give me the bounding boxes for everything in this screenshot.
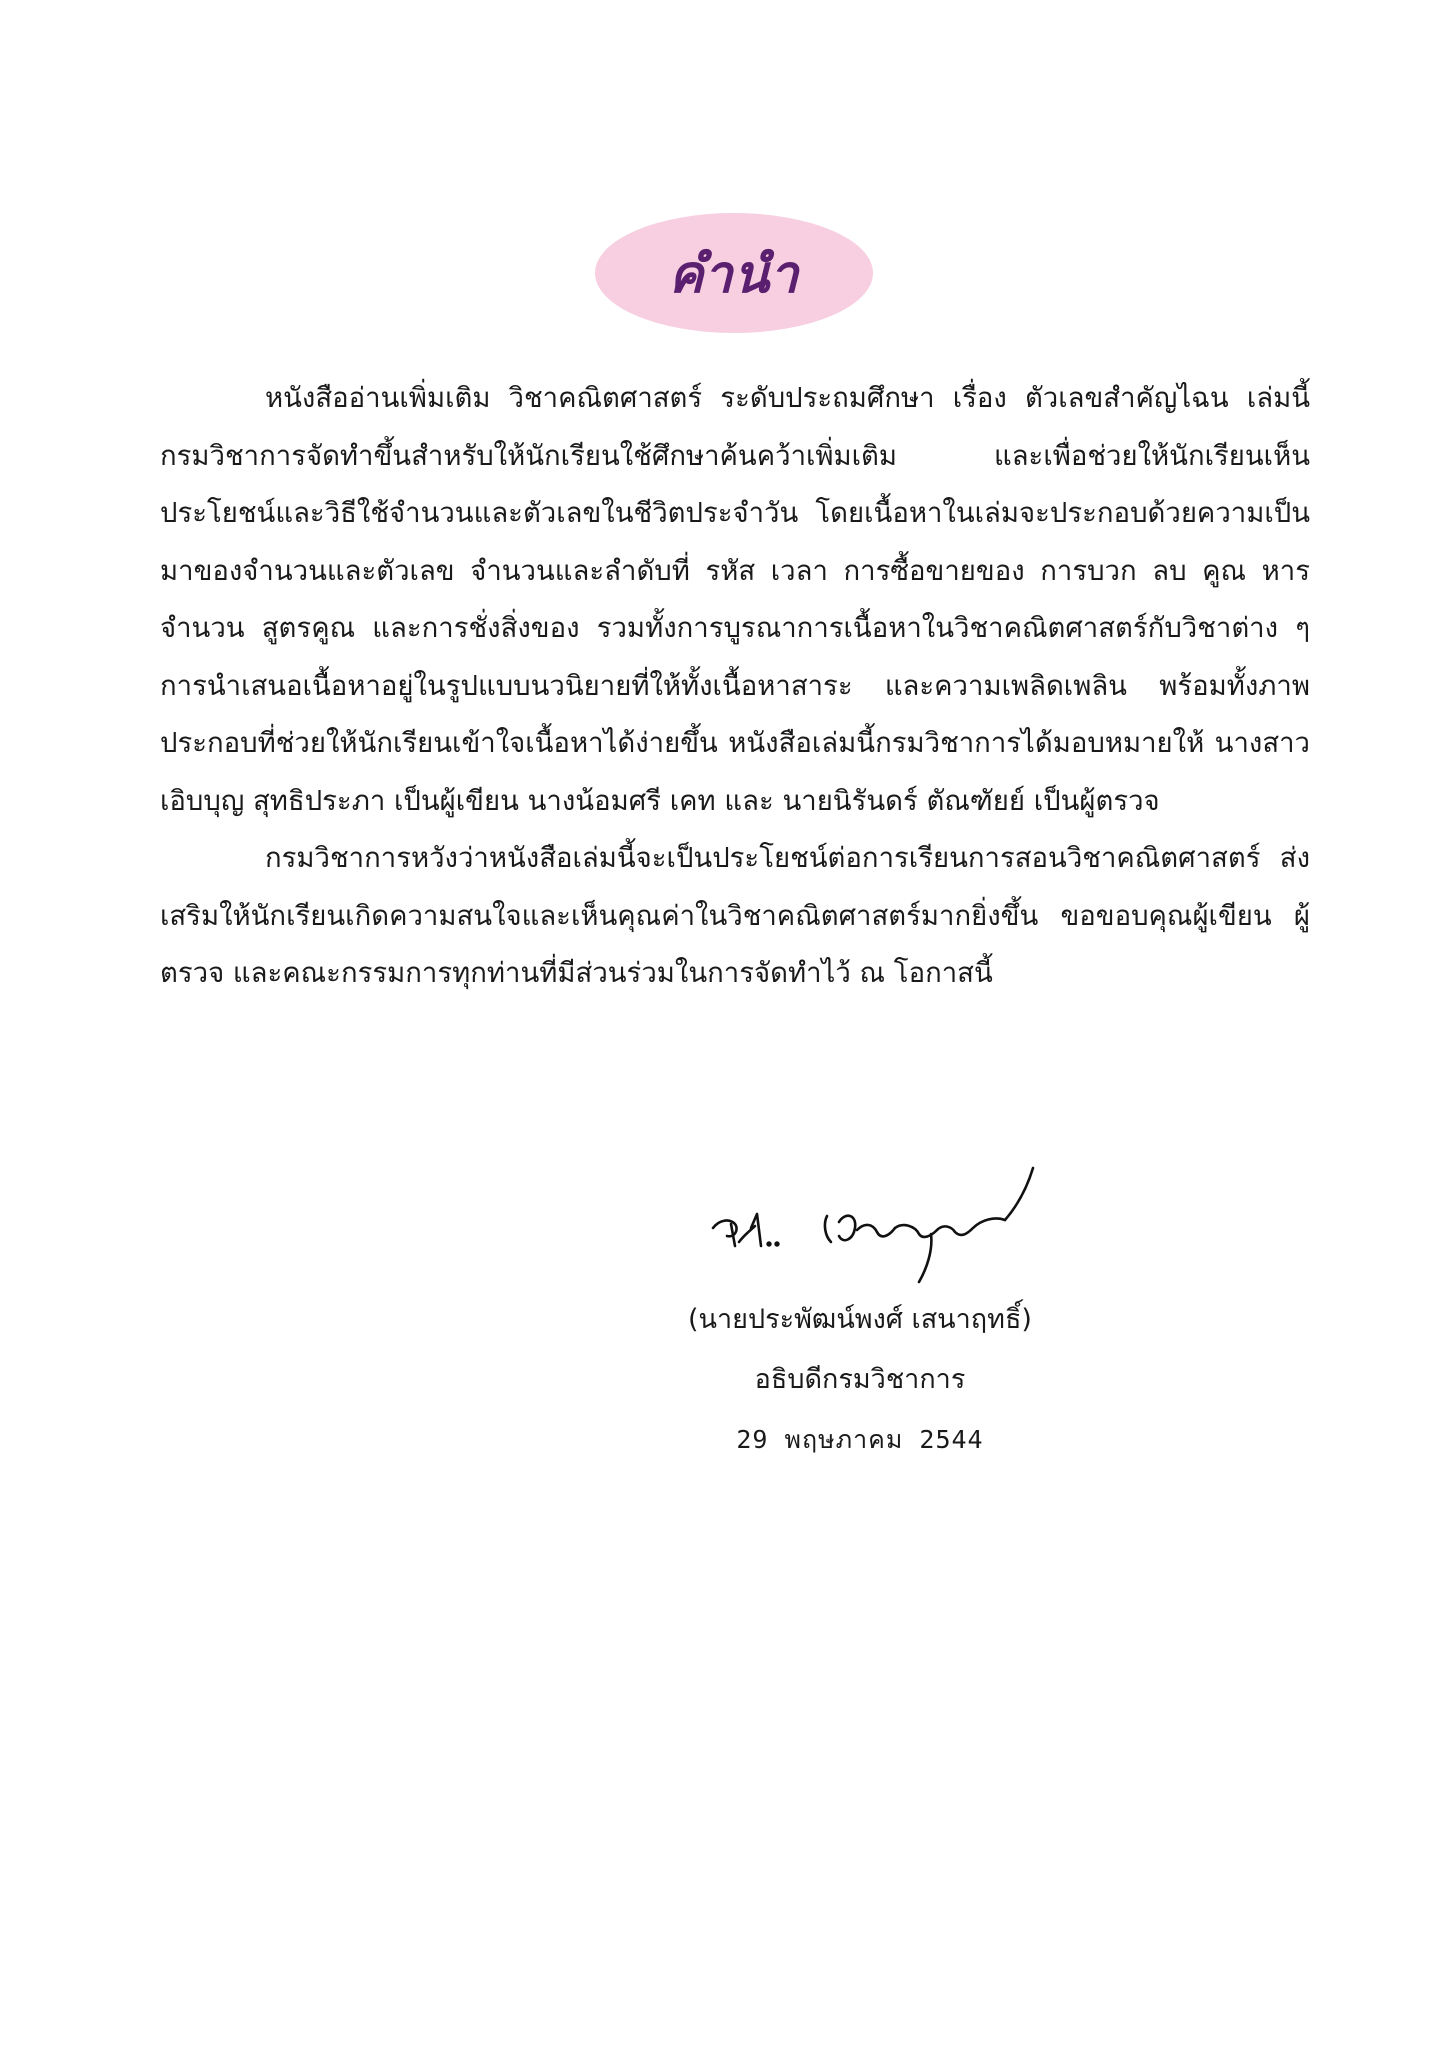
- paragraph-closing: กรมวิชาการหวังว่าหนังสือเล่มนี้จะเป็นประโยชน์ต่อการเรียนการสอนวิชาคณิตศาสตร์ ส่งเสริมให้นักเรียนเกิดความสนใจและเห็นคุณค่าในวิชาคณิตศาสตร์มากยิ่งขึ้น ขอขอบคุณผู้เขียน ผู้ตรวจ และคณะกรรมการทุกท่านที่มีส่วนร่วมในการจัดทำไว้ ณ โอกาสนี้: [160, 842, 1310, 989]
- page-title: คำนำ: [668, 244, 800, 305]
- handwritten-signature: [705, 1150, 1045, 1285]
- body-text: [160, 370, 1310, 1003]
- paragraph-intro: หนังสืออ่านเพิ่มเติม วิชาคณิตศาสตร์ ระดับประถมศึกษา เรื่อง ตัวเลขสำคัญไฉน เล่มนี้ กรมวิชาการจัดทำขึ้นสำหรับให้นักเรียนใช้ศึกษาค้นคว้าเพิ่มเติม และเพื่อช่วยให้นักเรียนเห็นประโยชน์และวิธีใช้จำนวนและตัวเลขในชีวิตประจำวัน โดยเนื้อหาในเล่มจะประกอบด้วยความเป็นมาของจำนวนและตัวเลข จำนวนและลำดับที่ รหัส เวลา การซื้อขายของ การบวก ลบ คูณ หารจำนวน สูตรคูณ และการชั่งสิ่งของ รวมทั้งการบูรณาการเนื้อหาในวิชาคณิตศาสตร์กับวิชาต่าง ๆ การนำเสนอเนื้อหาอยู่ในรูปแบบนวนิยายที่ให้ทั้งเนื้อหาสาระ และความเพลิดเพลิน พร้อมทั้งภาพประกอบที่ช่วยให้นักเรียนเข้าใจเนื้อหาได้ง่ายขึ้น หนังสือเล่มนี้กรมวิชาการได้มอบหมายให้ นางสาวเอิบบุญ สุทธิประภา เป็นผู้เขียน นางน้อมศรี เคท และ นายนิรันดร์ ตัณฑัยย์ เป็นผู้ตรวจ: [160, 382, 1310, 817]
- signatory-position: อธิบดีกรมวิชาการ: [754, 1364, 966, 1395]
- signatory-name: (นายประพัฒน์พงศ์ เสนาฤทธิ์): [688, 1304, 1032, 1335]
- document-date: 29 พฤษภาคม 2544: [736, 1425, 984, 1454]
- title-badge: [595, 213, 873, 333]
